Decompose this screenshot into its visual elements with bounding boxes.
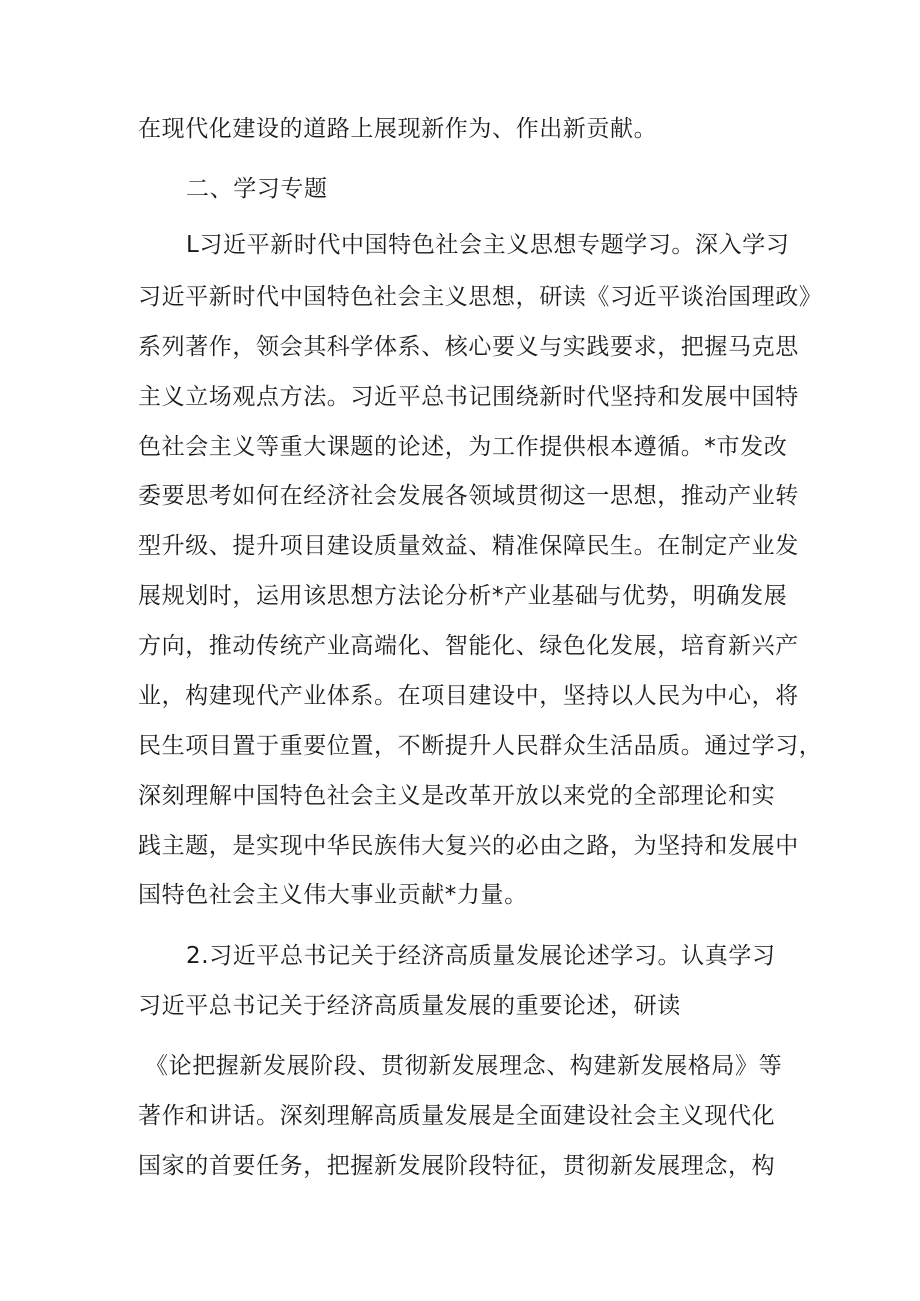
text-line: 2.习近平总书记关于经济高质量发展论述学习。认真学习 [186,943,776,969]
text-line: 业，构建现代产业体系。在项目建设中，坚持以人民为中心，将 [138,683,799,709]
text-line: 深刻理解中国特色社会主义是改革开放以来党的全部理论和实 [138,783,776,809]
text-line: 习近平新时代中国特色社会主义思想，研读《习近平谈治国理政》 [138,284,823,310]
text-line: 展规划时，运用该思想方法论分析*产业基础与优势，明确发展 [138,583,788,609]
text-line: 国家的首要任务，把握新发展阶段特征，贯彻新发展理念，构 [138,1153,776,1179]
text-line: 系列著作，领会其科学体系、核心要义与实践要求，把握马克思 [138,334,799,360]
text-line: 著作和讲话。深刻理解高质量发展是全面建设社会主义现代化 [138,1103,776,1129]
text-line: 在现代化建设的道路上展现新作为、作出新贡献。 [138,116,658,142]
text-line: 民生项目置于重要位置，不断提升人民群众生活品质。通过学习， [138,733,823,759]
text-line: 国特色社会主义伟大事业贡献*力量。 [138,882,528,908]
section-heading: 二、学习专题 [186,176,328,202]
text-line: 型升级、提升项目建设质量效益、精准保障民生。在制定产业发 [138,533,799,559]
text-line: 委要思考如何在经济社会发展各领域贯彻这一思想，推动产业转 [138,483,799,509]
text-line: 方向，推动传统产业高端化、智能化、绿色化发展，培育新兴产 [138,633,799,659]
text-line: L习近平新时代中国特色社会主义思想专题学习。深入学习 [186,232,790,258]
text-line: 践主题，是实现中华民族伟大复兴的必由之路，为坚持和发展中 [138,833,799,859]
text-line: 《论把握新发展阶段、贯彻新发展理念、构建新发展格局》等 [145,1053,783,1079]
text-line: 主义立场观点方法。习近平总书记围绕新时代坚持和发展中国特 [138,384,799,410]
text-line: 习近平总书记关于经济高质量发展的重要论述，研读 [138,993,681,1019]
text-line: 色社会主义等重大课题的论述，为工作提供根本遵循。*市发改 [138,434,788,460]
